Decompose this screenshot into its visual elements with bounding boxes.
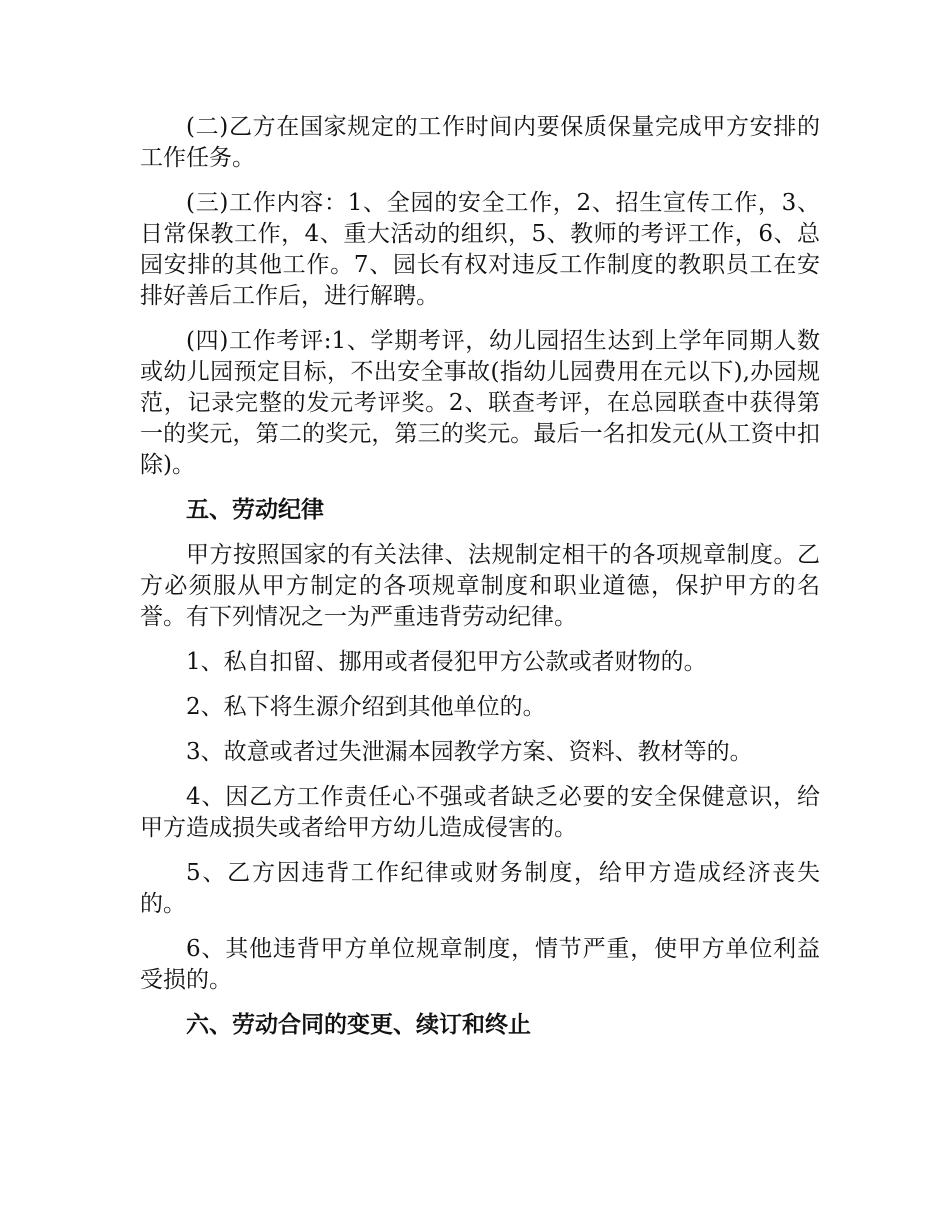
section-heading-contract-change: 六、劳动合同的变更、续订和终止 <box>186 1012 531 1038</box>
list-item-5: 5、乙方因违背工作纪律或财务制度，给甲方造成经济丧失的。 <box>140 860 820 917</box>
paragraph-work-evaluation: (四)工作考评:1、学期考评，幼儿园招生达到上学年同期人数或幼儿园预定目标，不出安全事故(指幼儿园费用在元以下),办园规范，记录完整的发元考评奖。2、联查考评，在总园联查中获得第一的奖元，第二的奖元，第三的奖元。最后一名扣发元(从工资中扣除)。 <box>140 328 820 478</box>
paragraph-work-time: (二)乙方在国家规定的工作时间内要保质保量完成甲方安排的工作任务。 <box>140 114 820 171</box>
list-item-2: 2、私下将生源介绍到其他单位的。 <box>186 694 546 720</box>
list-item-1: 1、私自扣留、挪用或者侵犯甲方公款或者财物的。 <box>186 649 707 675</box>
list-item-6: 6、其他违背甲方单位规章制度，情节严重，使甲方单位利益受损的。 <box>140 936 820 993</box>
document-page <box>140 112 820 1055</box>
list-item-4: 4、因乙方工作责任心不强或者缺乏必要的安全保健意识，给甲方造成损失或者给甲方幼儿造成侵害的。 <box>140 784 820 841</box>
list-item-3: 3、故意或者过失泄漏本园教学方案、资料、教材等的。 <box>186 739 753 765</box>
paragraph-discipline-intro: 甲方按照国家的有关法律、法规制定相干的各项规章制度。乙方必须服从甲方制定的各项规章制度和职业道德，保护甲方的名誉。有下列情况之一为严重违背劳动纪律。 <box>140 542 820 630</box>
paragraph-work-content: (三)工作内容：1、全园的安全工作，2、招生宣传工作，3、日常保教工作，4、重大活动的组织，5、教师的考评工作，6、总园安排的其他工作。7、园长有权对违反工作制度的教职员工在安排好善后工作后，进行解聘。 <box>140 190 820 309</box>
section-heading-labor-discipline: 五、劳动纪律 <box>186 497 324 523</box>
